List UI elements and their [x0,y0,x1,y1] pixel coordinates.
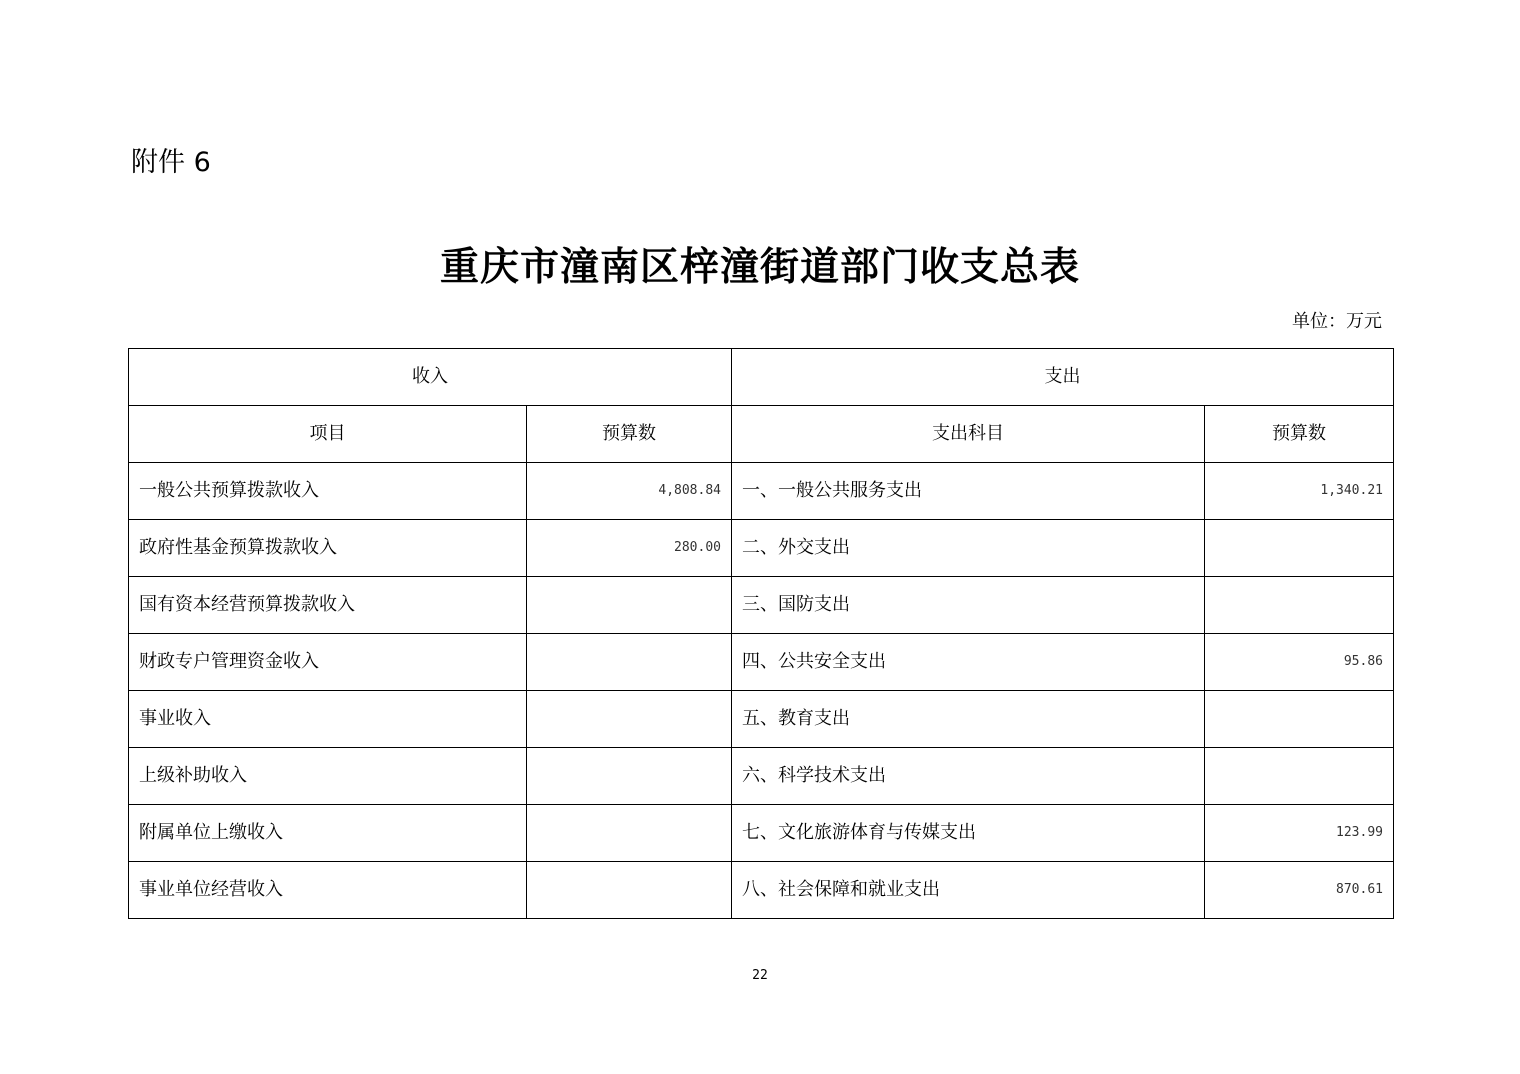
income-item: 国有资本经营预算拨款收入 [129,577,527,634]
page-title: 重庆市潼南区梓潼街道部门收支总表 [439,244,1080,290]
expense-section-header: 支出 [732,349,1394,406]
table-row [129,520,1394,577]
income-value [527,634,732,691]
income-item: 事业单位经营收入 [129,862,527,919]
expense-value: 1,340.21 [1205,463,1394,520]
table-row [129,691,1394,748]
expense-value [1205,520,1394,577]
expense-item: 三、国防支出 [732,577,1205,634]
income-value [527,691,732,748]
attachment-label: 附件 6 [131,147,211,178]
income-item: 政府性基金预算拨款收入 [129,520,527,577]
table-row [129,634,1394,691]
income-item: 一般公共预算拨款收入 [129,463,527,520]
income-item: 上级补助收入 [129,748,527,805]
page-number: 22 [752,968,768,983]
expense-item: 二、外交支出 [732,520,1205,577]
table-column-header-row [129,406,1394,463]
table-row [129,463,1394,520]
income-section-header: 收入 [129,349,732,406]
expense-item: 八、社会保障和就业支出 [732,862,1205,919]
income-value [527,862,732,919]
expense-value [1205,577,1394,634]
income-value: 4,808.84 [527,463,732,520]
income-value [527,805,732,862]
income-item: 财政专户管理资金收入 [129,634,527,691]
expense-item: 七、文化旅游体育与传媒支出 [732,805,1205,862]
expense-item: 六、科学技术支出 [732,748,1205,805]
expense-budget-column-header: 预算数 [1205,406,1394,463]
income-item-column-header: 项目 [129,406,527,463]
table-row [129,862,1394,919]
expense-value: 95.86 [1205,634,1394,691]
expense-value [1205,691,1394,748]
unit-label: 单位：万元 [1292,311,1382,332]
income-budget-column-header: 预算数 [527,406,732,463]
expense-value: 123.99 [1205,805,1394,862]
expense-item-column-header: 支出科目 [732,406,1205,463]
expense-item: 五、教育支出 [732,691,1205,748]
table-section-header-row [129,349,1394,406]
expense-value [1205,748,1394,805]
table-row [129,805,1394,862]
expense-item: 一、一般公共服务支出 [732,463,1205,520]
table-row [129,577,1394,634]
income-value: 280.00 [527,520,732,577]
table-row [129,748,1394,805]
income-item: 事业收入 [129,691,527,748]
income-item: 附属单位上缴收入 [129,805,527,862]
budget-summary-table [128,348,1394,919]
income-value [527,748,732,805]
income-value [527,577,732,634]
expense-value: 870.61 [1205,862,1394,919]
expense-item: 四、公共安全支出 [732,634,1205,691]
